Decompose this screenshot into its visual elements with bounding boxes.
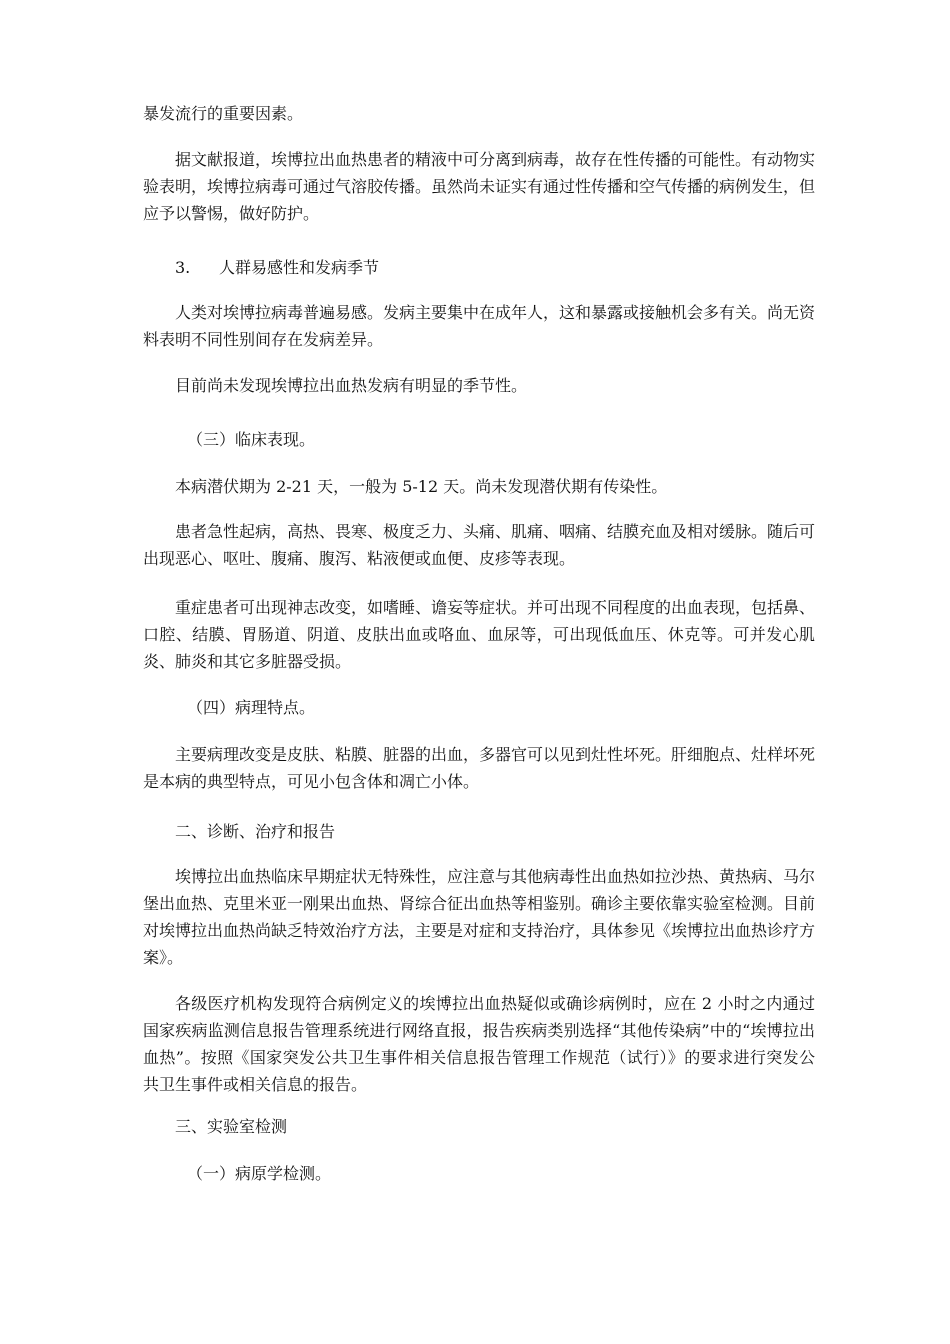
- heading-pathogen: （一）病原学检测。: [187, 1164, 332, 1183]
- paragraph-severe: 重症患者可出现神志改变，如嗜睡、谵妄等症状。并可出现不同程度的出血表现，包括鼻、口腔、结膜、胃肠道、阴道、皮肤出血或咯血、血尿等，可出现低血压、休克等。可并发心肌炎、肺炎和其它多脏器受损。: [143, 598, 816, 671]
- paragraph-reporting: 各级医疗机构发现符合病例定义的埃博拉出血热疑似或确诊病例时，应在 2 小时之内通过国家疾病监测信息报告管理系统进行网络直报，报告疾病类别选择“其他传染病”中的“埃博拉出血热”。按照《国家突发公共卫生事件相关信息报告管理工作规范（试行）》的要求进行突发公共卫生事件或相关信息的报告。: [143, 994, 815, 1094]
- paragraph-susceptibility: 人类对埃博拉病毒普遍易感。发病主要集中在成年人，这和暴露或接触机会多有关。尚无资料表明不同性别间存在发病差异。: [143, 303, 816, 349]
- paragraph-pathology: 主要病理改变是皮肤、粘膜、脏器的出血，多器官可以见到灶性坏死。肝细胞点、灶样坏死是本病的典型特点，可见小包含体和凋亡小体。: [143, 745, 816, 791]
- paragraph-season: 目前尚未发现埃博拉出血热发病有明显的季节性。: [175, 376, 528, 395]
- heading-section-lab: 三、实验室检测: [175, 1117, 288, 1136]
- paragraph-diagnosis: 埃博拉出血热临床早期症状无特殊性，应注意与其他病毒性出血热如拉沙热、黄热病、马尔堡出血热、克里米亚一刚果出血热、肾综合征出血热等相鉴别。确诊主要依靠实验室检测。目前对埃博拉出血热尚缺乏特效治疗方法，主要是对症和支持治疗，具体参见《埃博拉出血热诊疗方案》。: [143, 867, 816, 967]
- heading-clinical: （三）临床表现。: [187, 430, 316, 449]
- paragraph-outbreak-factor: 暴发流行的重要因素。: [143, 104, 304, 123]
- heading-susceptibility: 人群易感性和发病季节: [219, 258, 380, 277]
- heading-section-diagnosis: 二、诊断、治疗和报告: [175, 822, 336, 841]
- heading-pathology: （四）病理特点。: [187, 698, 316, 717]
- paragraph-symptoms: 患者急性起病，高热、畏寒、极度乏力、头痛、肌痛、咽痛、结膜充血及相对缓脉。随后可出现恶心、呕吐、腹痛、腹泻、粘液便或血便、皮疹等表现。: [143, 522, 816, 568]
- paragraph-transmission: 据文献报道，埃博拉出血热患者的精液中可分离到病毒，故存在性传播的可能性。有动物实验表明，埃博拉病毒可通过气溶胶传播。虽然尚未证实有通过性传播和空气传播的病例发生，但应予以警惕，做好防护。: [143, 150, 816, 223]
- section-number: 3.: [175, 258, 191, 277]
- paragraph-incubation: 本病潜伏期为 2-21 天，一般为 5-12 天。尚未发现潜伏期有传染性。: [175, 477, 668, 496]
